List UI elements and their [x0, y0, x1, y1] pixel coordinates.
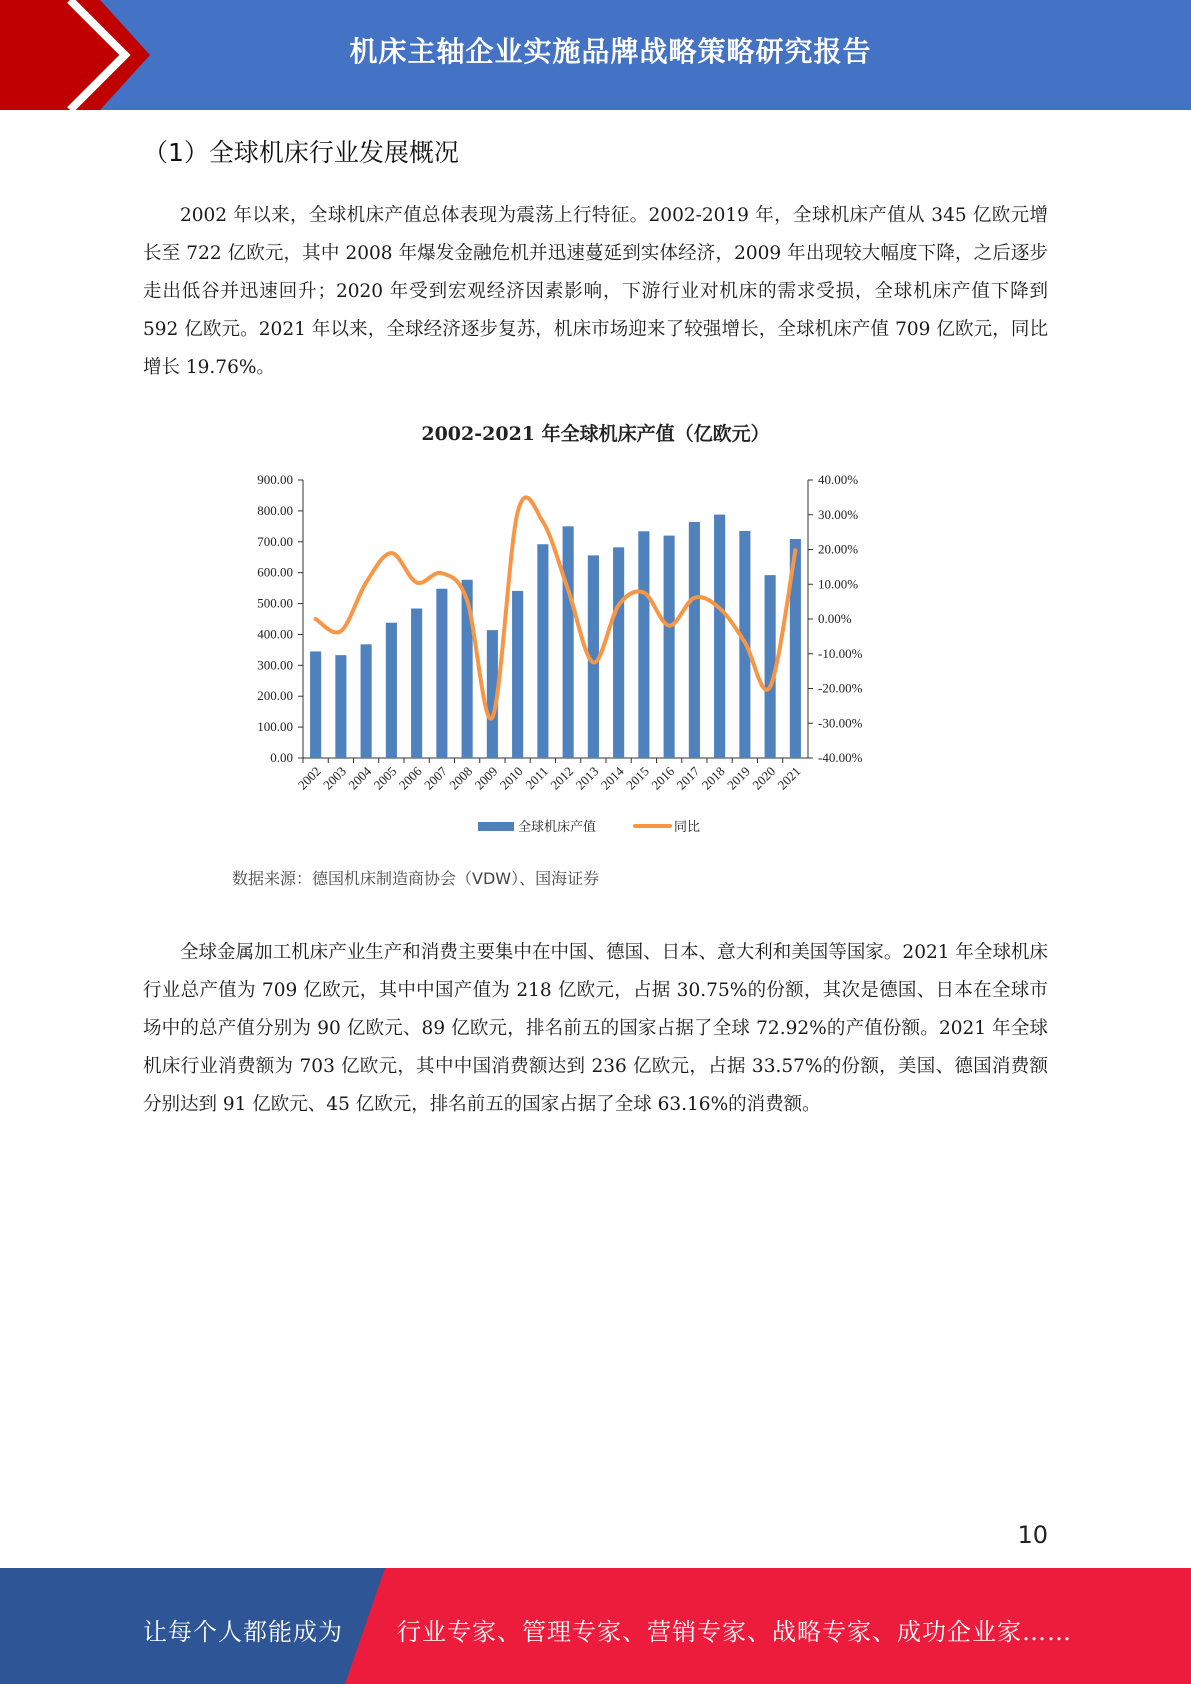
- body-paragraph-1: 2002 年以来，全球机床产值总体表现为震荡上行特征。2002-2019 年，全球机床产值从 345 亿欧元增长至 722 亿欧元，其中 2008 年爆发金融危机并迅速蔓延到实体经济，2009 年出现较大幅度下降，之后逐步走出低谷并迅速回升；2020 年受到宏观经济因素影响，下游行业对机床的需求受损，全球机床产值下降到 592 亿欧元。2021 年以来，全球经济逐步复苏，机床市场迎来了较强增长，全球机床产值 709 亿欧元，同比增长 19.76%。: [143, 205, 1048, 378]
- x-tick-label: 2016: [648, 763, 678, 793]
- bar-2005: [386, 623, 397, 758]
- footer-slogan-left: 让每个人都能成为: [143, 1618, 343, 1646]
- section-heading: （1）全球机床行业发展概况: [143, 138, 459, 167]
- bar-2007: [436, 589, 447, 758]
- bar-2010: [512, 591, 523, 758]
- x-tick-label: 2008: [446, 763, 476, 793]
- x-tick-label: 2006: [395, 763, 425, 793]
- body-paragraph-2: 全球金属加工机床产业生产和消费主要集中在中国、德国、日本、意大利和美国等国家。2021 年全球机床行业总产值为 709 亿欧元，其中中国产值为 218 亿欧元，占据 30.75%的份额，其次是德国、日本在全球市场中的总产值分别为 90 亿欧元、89 亿欧元，排名前五的国家占据了全球 72.92%的产值份额。2021 年全球机床行业消费额为 703 亿欧元，其中中国消费额达到 236 亿欧元，占据 33.57%的份额，美国、德国消费额分别达到 91 亿欧元、45 亿欧元，排名前五的国家占据了全球 63.16%的消费额。: [143, 942, 1048, 1115]
- bar-2012: [563, 526, 574, 758]
- page-number: 10: [1017, 1521, 1048, 1549]
- right-tick-label: -30.00%: [818, 715, 863, 731]
- x-tick-label: 2012: [547, 763, 577, 793]
- legend-label-yoy: 同比: [674, 820, 701, 835]
- x-tick-label: 2015: [623, 763, 652, 793]
- report-title: 机床主轴企业实施品牌战略策略研究报告: [349, 35, 872, 68]
- bar-2014: [613, 547, 624, 758]
- x-tick-label: 2020: [749, 763, 779, 793]
- source-note: 数据来源：德国机床制造商协会（VDW）、国海证券: [232, 869, 600, 888]
- x-tick-label: 2021: [774, 763, 804, 793]
- left-tick-label: 300.00: [257, 657, 293, 673]
- x-tick-label: 2010: [496, 763, 526, 793]
- left-tick-label: 100.00: [257, 719, 293, 735]
- left-tick-label: 900.00: [257, 472, 293, 487]
- left-tick-label: 600.00: [257, 564, 293, 580]
- right-tick-label: 10.00%: [818, 576, 859, 592]
- bar-2015: [638, 531, 649, 758]
- left-tick-label: 400.00: [257, 626, 293, 642]
- bar-2017: [689, 522, 700, 758]
- bar-2011: [537, 544, 548, 758]
- bar-2018: [714, 515, 725, 758]
- right-tick-label: 40.00%: [818, 472, 859, 487]
- left-tick-label: 200.00: [257, 688, 293, 704]
- right-tick-label: -40.00%: [818, 750, 863, 765]
- footer-slogan-right: 行业专家、管理专家、营销专家、战略专家、成功企业家……: [397, 1618, 1072, 1646]
- x-tick-label: 2011: [522, 763, 551, 793]
- right-tick-label: -10.00%: [818, 645, 863, 661]
- left-tick-label: 700.00: [257, 533, 293, 549]
- left-tick-label: 0.00: [270, 750, 293, 765]
- x-tick-label: 2002: [294, 763, 324, 793]
- footer-bar: [0, 1568, 1191, 1684]
- right-tick-label: 0.00%: [818, 611, 852, 626]
- x-tick-label: 2005: [370, 763, 400, 793]
- x-tick-label: 2014: [597, 763, 627, 793]
- right-tick-label: -20.00%: [818, 680, 863, 696]
- x-tick-label: 2009: [471, 763, 501, 793]
- x-tick-label: 2013: [572, 763, 602, 793]
- bar-2016: [664, 536, 675, 758]
- chart-title: 2002-2021 年全球机床产值（亿欧元）: [421, 423, 770, 445]
- left-tick-label: 500.00: [257, 595, 293, 611]
- x-tick-label: 2019: [724, 763, 753, 793]
- production-chart: [230, 460, 950, 850]
- legend-label-production: 全球机床产值: [518, 820, 597, 835]
- x-tick-label: 2004: [345, 763, 375, 793]
- legend-swatch-production: [478, 822, 514, 831]
- bar-2006: [411, 608, 422, 758]
- right-tick-label: 30.00%: [818, 506, 859, 522]
- x-tick-label: 2017: [673, 763, 703, 793]
- header-bar: [0, 0, 1191, 110]
- x-tick-label: 2007: [421, 763, 450, 793]
- bar-2003: [335, 655, 346, 758]
- right-tick-label: 20.00%: [818, 541, 859, 557]
- x-tick-label: 2003: [320, 763, 349, 793]
- left-tick-label: 800.00: [257, 502, 293, 518]
- x-tick-label: 2018: [698, 763, 728, 793]
- bar-2002: [310, 651, 321, 758]
- bar-2004: [361, 644, 372, 758]
